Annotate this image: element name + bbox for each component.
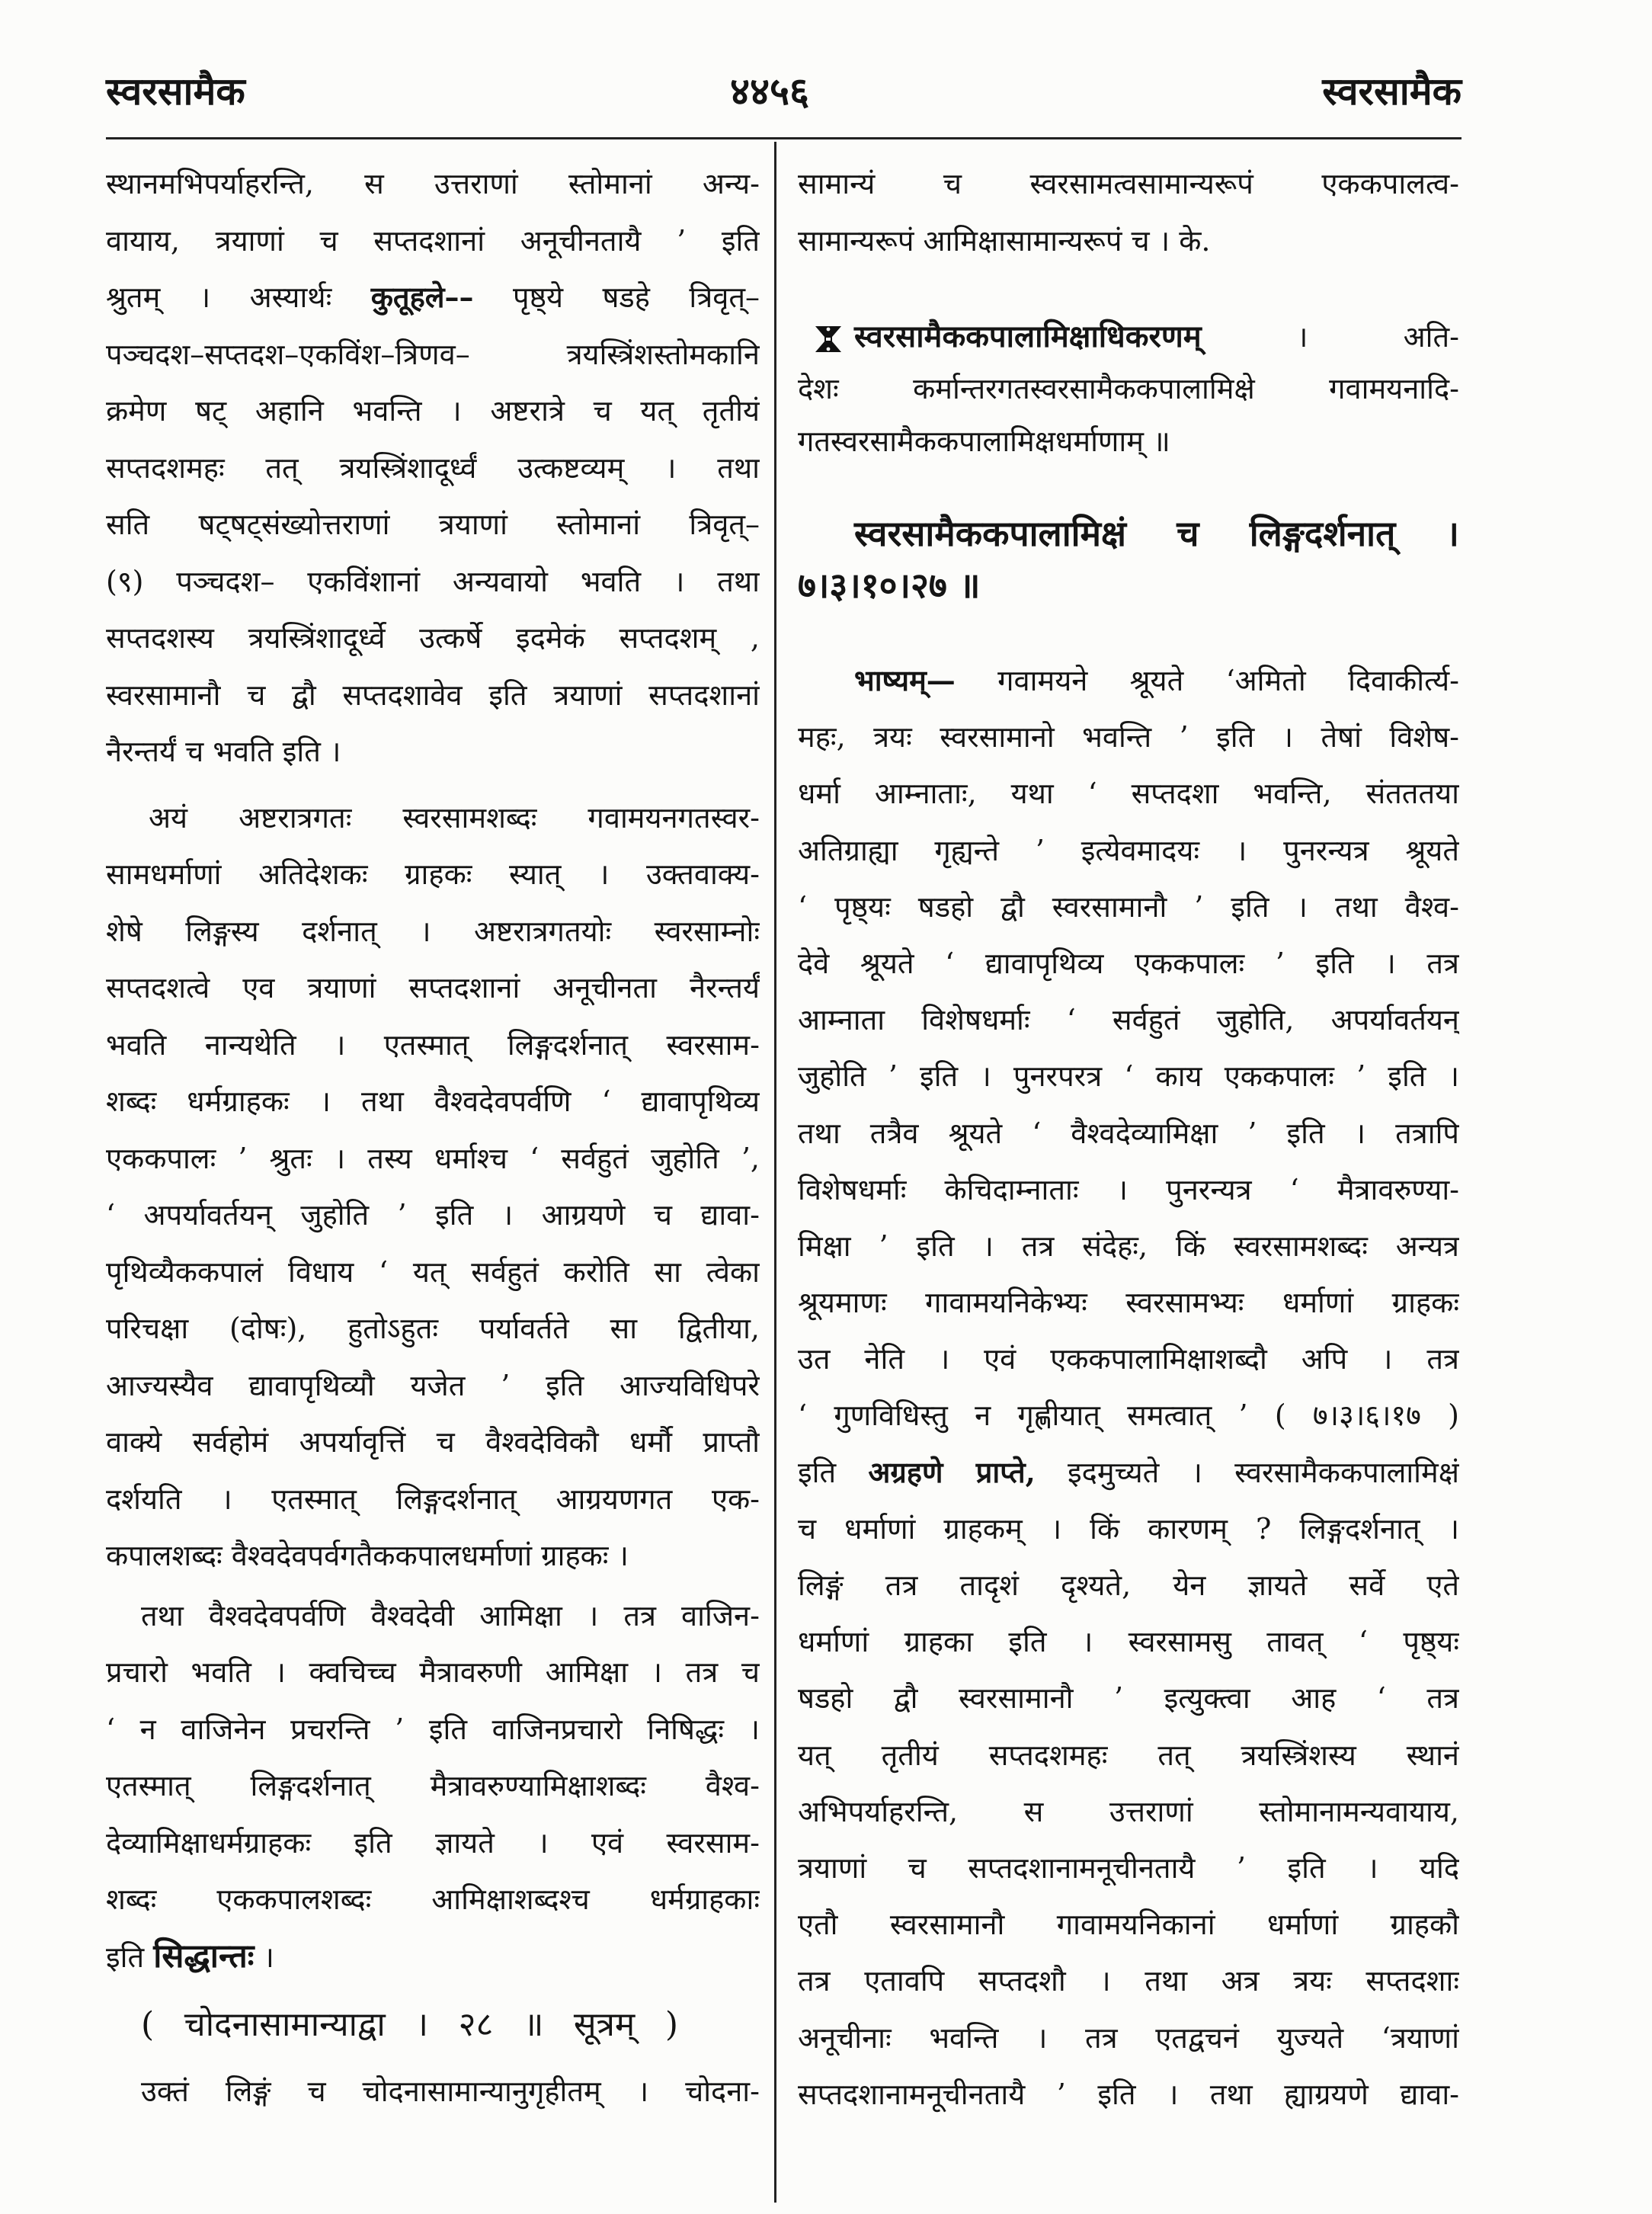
- text-line: [798, 310, 1459, 363]
- text-line: तत्र एतावपि सप्तदशौ । तथा अत्र त्रयः सप्तदशाः: [798, 1964, 1459, 1998]
- running-head-left: स्वरसामैक: [106, 69, 245, 114]
- text-line: प्रचारो भवति । क्वचिच्च मैत्रावरुणी आमिक्षा । तत्र च: [106, 1655, 760, 1689]
- text-segment: इदमुच्यते । स्वरसामैककपालामिक्षं: [1035, 1455, 1459, 1489]
- text-line: सप्तदशमहः तत् त्रयस्त्रिंशादूर्ध्वं उत्कष्टव्यम् । तथा: [106, 450, 760, 485]
- text-line: शब्दः एककपालशब्दः आमिक्षाशब्दश्च धर्मग्राहकाः: [106, 1882, 760, 1916]
- text-line: शेषे लिङ्गस्य दर्शनात् । अष्टरात्रगतयोः स्वरसाम्नोः: [106, 914, 760, 948]
- text-line: सामधर्माणां अतिदेशकः ग्राहकः स्यात् । उक्तवाक्य-: [106, 857, 760, 891]
- text-line: कपालशब्दः वैश्वदेवपर्वगतैककपालधर्माणां ग्राहकः ।: [106, 1539, 629, 1572]
- text-line: धर्मा आम्नाताः, यथा ‘ सप्तदशा भवन्ति, संतततया: [798, 777, 1459, 811]
- text-line: एककपालः ’ श्रुतः । तस्य धर्माश्च ‘ सर्वहुतं जुहोति ’,: [106, 1141, 760, 1175]
- sutra-text: स्वरसामैककपालामिक्षं च लिङ्गदर्शनात् ।: [854, 513, 1459, 554]
- text-line: स्वरसामानौ च द्वौ सप्तदशावेव इति त्रयाणां सप्तदशानां: [106, 678, 760, 712]
- text-line: जुहोति ’ इति । पुनरपरत्र ‘ काय एककपालः ’ इति ।: [798, 1059, 1459, 1094]
- text-line: तथा तत्रैव श्रूयते ‘ वैश्वदेव्यामिक्षा ’ इति । तत्रापि: [798, 1116, 1459, 1150]
- text-line: [798, 1444, 1459, 1501]
- text-line: विशेषधर्माः केचिदाम्नाताः । पुनरन्यत्र ‘ मैत्रावरुण्या-: [798, 1172, 1459, 1206]
- text-line: त्रयाणां च सप्तदशानामनूचीनतायै ’ इति । यदि: [798, 1850, 1459, 1885]
- text-line: उक्तं लिङ्गं च चोदनासामान्यानुगृहीतम् । चोदना-: [141, 2075, 760, 2108]
- text-line: [106, 269, 760, 326]
- left-column: [106, 142, 760, 2200]
- page-number: ४४५६: [730, 69, 809, 114]
- sutra-heading: [106, 1991, 760, 2059]
- bold-term: अग्रहणे प्राप्ते,: [868, 1454, 1036, 1489]
- text-segment: इति: [798, 1455, 869, 1489]
- text-line: सप्तदशत्वे एव त्रयाणां सप्तदशानां अनूचीनता नैरन्तर्यं: [106, 971, 760, 1004]
- adhikarana-title: स्वरसामैककपालामिक्षाधिकरणम्: [854, 318, 1202, 354]
- text-segment: । अति-: [1201, 319, 1459, 354]
- text-line: ‘ अपर्यावर्तयन् जुहोति ’ इति । आग्रयणे च द्यावा-: [106, 1198, 760, 1232]
- text-line: (९) पञ्चदश– एकविंशानां अन्यवायो भवति । तथा: [106, 564, 760, 598]
- paragraph: [798, 155, 1459, 269]
- paragraph: [106, 1588, 760, 1985]
- text-line: देशः कर्मान्तरगतस्वरसामैककपालामिक्षे गवामयनादि-: [798, 371, 1459, 405]
- text-line: भवति नान्यथेति । एतस्मात् लिङ्गदर्शनात् स्वरसाम-: [106, 1027, 760, 1062]
- text-segment: पृष्ठ्ये षडहे त्रिवृत्–: [473, 280, 760, 314]
- text-line: यत् तृतीयं सप्तदशमहः तत् त्रयस्त्रिंशस्य स्थानं: [798, 1738, 1459, 1772]
- text-line: नैरन्तर्यं च भवति इति ।: [106, 735, 341, 768]
- right-column: [798, 142, 1459, 2200]
- text-line: स्थानमभिपर्याहरन्ति, स उत्तराणां स्तोमानां अन्य-: [106, 167, 760, 200]
- bold-term: कुतूहले––: [370, 280, 474, 314]
- section-ornament-icon: [812, 322, 845, 356]
- text-segment: इति: [106, 1940, 154, 1974]
- text-line: सामान्यरूपं आमिक्षासामान्यरूपं च । के.: [798, 223, 1211, 258]
- text-line: महः, त्रयः स्वरसामानो भवन्ति ’ इति । तेषां विशेष-: [798, 720, 1459, 755]
- text-line: दर्शयति । एतस्मात् लिङ्गदर्शनात् आग्रयणगत एक-: [106, 1482, 760, 1516]
- text-line: अतिग्राह्या गृह्यन्ते ’ इत्येवमादयः । पुनरन्यत्र श्रूयते: [798, 833, 1459, 867]
- text-line: एतस्मात् लिङ्गदर्शनात् मैत्रावरुण्यामिक्षाशब्दः वैश्व-: [106, 1769, 760, 1802]
- bhashya-paragraph: [798, 652, 1459, 2123]
- text-line: आम्नाता विशेषधर्माः ‘ सर्वहुतं जुहोति, अपर्यावर्तयन्: [798, 1003, 1459, 1037]
- text-line: [798, 652, 1459, 709]
- text-line: च धर्माणां ग्राहकम् । किं कारणम् ? लिङ्गदर्शनात् ।: [798, 1511, 1459, 1546]
- paragraph: [106, 155, 760, 780]
- text-line: गतस्वरसामैककपालामिक्षधर्माणाम् ॥: [798, 424, 1170, 458]
- bold-term: सिद्धान्तः: [153, 1937, 255, 1975]
- text-line: क्रमेण षट् अहानि भवन्ति । अष्टरात्रे च यत् तृतीयं: [106, 394, 760, 428]
- text-line: सामान्यं च स्वरसामत्वसामान्यरूपं एककपालत्व-: [798, 167, 1459, 200]
- running-head-right: स्वरसामैक: [1322, 69, 1462, 114]
- text-line: ‘ पृष्ठ्यः षडहो द्वौ स्वरसामानौ ’ इति । तथा वैश्व-: [798, 889, 1459, 924]
- text-line: आज्यस्यैव द्यावापृथिव्यौ यजेत ’ इति आज्यविधिपरे: [106, 1368, 760, 1402]
- text-segment: गवामयने श्रूयते ‘अमितो दिवाकीर्त्य-: [955, 664, 1459, 697]
- text-line: श्रूयमाणः गावामयनिकेभ्यः स्वरसामभ्यः धर्माणां ग्राहकः: [798, 1286, 1459, 1320]
- text-line: सप्तदशानामनूचीनतायै ’ इति । तथा ह्याग्रयणे द्यावा-: [798, 2077, 1459, 2111]
- sutra-block: [798, 508, 1459, 611]
- text-line: परिचक्षा (दोषः), हुतोऽहुतः पर्यावर्तते सा द्वितीया,: [106, 1312, 760, 1345]
- header-rule: [106, 137, 1462, 139]
- text-line: तथा वैश्वदेवपर्वणि वैश्वदेवी आमिक्षा । तत्र वाजिन-: [141, 1598, 760, 1632]
- text-line: शब्दः धर्मग्राहकः । तथा वैश्वदेवपर्वणि ‘ द्यावापृथिव्य: [106, 1085, 760, 1118]
- text-segment: ।: [254, 1940, 274, 1974]
- sutra-number: ७।३।१०।२७ ॥: [798, 565, 981, 606]
- text-line: देवे श्रूयते ‘ द्यावापृथिव्य एककपालः ’ इति । तत्र: [798, 946, 1459, 980]
- text-line: अनूचीनाः भवन्ति । तत्र एतद्वचनं युज्यते ‘त्रयाणां: [798, 2020, 1459, 2055]
- text-line: एतौ स्वरसामानौ गावामयनिकानां धर्माणां ग्राहकौ: [798, 1908, 1459, 1942]
- text-line: अभिपर्याहरन्ति, स उत्तराणां स्तोमानामन्यवायाय,: [798, 1794, 1459, 1828]
- adhikarana-heading: [798, 310, 1459, 468]
- text-line: वाक्ये सर्वहोमं अपर्यावृत्तिं च वैश्वदेविकौ धर्मौ प्राप्तौ: [106, 1425, 760, 1459]
- sutra-reference: ( चोदनासामान्याद्वा । २८ ॥ सूत्रम् ): [141, 2005, 678, 2044]
- text-line: धर्माणां ग्राहका इति । स्वरसामसु तावत् ‘ पृष्ठ्यः: [798, 1625, 1459, 1659]
- bhashya-label: भाष्यम्—: [854, 663, 956, 697]
- paragraph: [106, 2063, 760, 2120]
- text-line: पृथिव्यैककपालं विधाय ‘ यत् सर्वहुतं करोति सा त्वेका: [106, 1254, 760, 1289]
- text-line: उत नेति । एवं एककपालामिक्षाशब्दौ अपि । तत्र: [798, 1342, 1459, 1376]
- text-line: ‘ गुणविधिस्तु न गृह्णीयात् समत्वात् ’ ( ७।३।६।१७ ): [798, 1399, 1459, 1433]
- text-line: [106, 1928, 760, 1985]
- text-line: वायाय, त्रयाणां च सप्तदशानां अनूचीनतायै ’ इति: [106, 223, 760, 258]
- text-segment: श्रुतम् । अस्यार्थः: [106, 280, 371, 314]
- text-line: सति षट्षट्संख्योत्तराणां त्रयाणां स्तोमानां त्रिवृत्–: [106, 508, 760, 541]
- text-line: ‘ न वाजिनेन प्रचरन्ति ’ इति वाजिनप्रचारो निषिद्धः ।: [106, 1712, 760, 1746]
- text-line: देव्यामिक्षाधर्मग्राहकः इति ज्ञायते । एवं स्वरसाम-: [106, 1825, 760, 1860]
- text-line: सप्तदशस्य त्रयस्त्रिंशादूर्ध्वे उत्कर्षे इदमेकं सप्तदशम् ,: [106, 621, 760, 655]
- text-line: मिक्षा ’ इति । तत्र संदेहः, किं स्वरसामशब्दः अन्यत्र: [798, 1229, 1459, 1263]
- paragraph: [106, 790, 760, 1584]
- text-line: पञ्चदश–सप्तदश–एकविंश–त्रिणव– त्रयस्त्रिंशस्तोमकानि: [106, 337, 760, 371]
- text-line: षडहो द्वौ स्वरसामानौ ’ इत्युक्त्वा आह ‘ तत्र: [798, 1681, 1459, 1716]
- text-line: लिङ्गं तत्र तादृशं दृश्यते, येन ज्ञायते सर्वे एते: [798, 1568, 1459, 1602]
- text-line: अयं अष्टरात्रगतः स्वरसामशब्दः गवामयनगतस्वर-: [149, 800, 760, 835]
- column-divider: [774, 142, 776, 2203]
